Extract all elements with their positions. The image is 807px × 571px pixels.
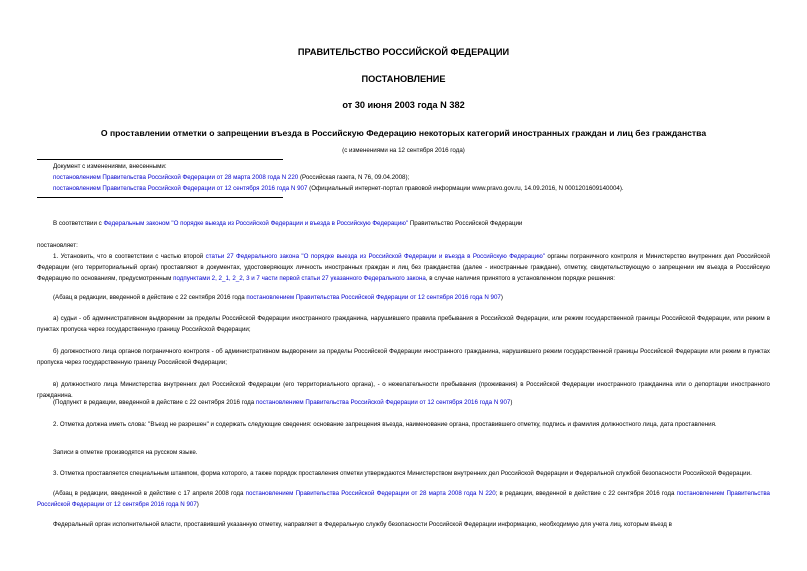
revision-note-paragraph: (Подпункт в редакции, введенной в действие с 22 сентября 2016 года постановлением Правительства Российской Федерации от 12 сентября 2016 года N 907) bbox=[53, 399, 513, 406]
article-27-link[interactable]: статьи 27 Федерального закона "О порядке выезда из Российской Федерации и въезда в Российскую Федерацию" bbox=[205, 253, 546, 260]
subparagraphs-link[interactable]: подпунктами 2, 2_1, 2_2, 3 и 7 части первой статьи 27 указанного Федерального закона bbox=[173, 275, 426, 282]
subitem-v-paragraph: в) должностного лица Министерства внутренних дел Российской Федерации (его территориального органа), - о нежелательности пребывания (проживания) в Российской Федерации иностранного гражданина или о депортации иностранного гражданина. bbox=[37, 381, 770, 399]
document-title: О проставлении отметки о запрещении въезда в Российскую Федерацию некоторых категорий иностранных граждан и лиц без гражданства bbox=[100, 128, 707, 138]
document-type-heading: ПОСТАНОВЛЕНИЕ bbox=[361, 74, 446, 84]
subitem-a-paragraph: а) судьи - об административном выдворении за пределы Российской Федерации иностранного гражданина, нарушившего правила пребывания в Российской Федерации, или режим государственной границы Российской Федерации, или режим в пунктах пропуска через государственную границу Российской Федерации; bbox=[37, 315, 770, 333]
amendment-item: постановлением Правительства Российской Федерации от 28 марта 2008 года N 220 (Российская газета, N 76, 09.04.2008); bbox=[53, 174, 410, 181]
amendment-link-2008[interactable]: постановлением Правительства Российской Федерации от 28 марта 2008 года N 220 bbox=[245, 490, 496, 497]
amendment-link-2016[interactable]: постановлением Правительства Российской Федерации от 12 сентября 2016 года N 907 bbox=[255, 399, 511, 406]
item-3-paragraph: 3. Отметка проставляется специальным штампом, форма которого, а также порядок проставления отметки утверждаются Министерством внутренних дел Российской Федерации и Федеральной службой безопасности Российской Федерации. bbox=[53, 470, 752, 477]
revision-note-paragraph: (Абзац в редакции, введенной в действие с 22 сентября 2016 года постановлением Правительства Российской Федерации от 12 сентября 2016 года N 907) bbox=[53, 294, 503, 301]
amendments-intro: Документ с изменениями, внесенными: bbox=[53, 163, 167, 170]
federal-law-link[interactable]: Федеральным законом "О порядке выезда из Российской Федерации и въезда в Российскую Федерацию" bbox=[103, 220, 409, 227]
amendment-link-2008[interactable]: постановлением Правительства Российской Федерации от 28 марта 2008 года N 220 bbox=[53, 174, 299, 181]
amendment-item: постановлением Правительства Российской Федерации от 12 сентября 2016 года N 907 (Официальный интернет-портал правовой информации www.pravo.gov.ru, 14.09.2016, N 0001201609140004). bbox=[53, 185, 624, 192]
revision-note: (с изменениями на 12 сентября 2016 года) bbox=[342, 147, 465, 154]
amendment-link-2016[interactable]: постановлением Правительства Российской Федерации от 12 сентября 2016 года N 907 bbox=[246, 294, 501, 301]
amendments-bottom-rule bbox=[37, 197, 283, 198]
government-heading: ПРАВИТЕЛЬСТВО РОССИЙСКОЙ ФЕДЕРАЦИИ bbox=[297, 47, 510, 57]
document-date-number: от 30 июня 2003 года N 382 bbox=[342, 100, 465, 110]
russian-language-paragraph: Записи в отметке производятся на русском языке. bbox=[53, 449, 198, 456]
amendments-top-rule bbox=[37, 159, 283, 160]
amendment-link-2016[interactable]: постановлением Правительства Российской Федерации от 12 сентября 2016 года N 907 bbox=[37, 490, 770, 508]
federal-body-paragraph: Федеральный орган исполнительной власти, проставивший указанную отметку, направляет в Федеральную службу безопасности Российской Федерации информацию, необходимую для учета лиц, которым въезд в bbox=[53, 521, 672, 528]
preamble-paragraph: В соответствии с Федеральным законом "О порядке выезда из Российской Федерации и въезда в Российскую Федерацию" Правительство Российской Федерации bbox=[53, 220, 523, 227]
subitem-b-paragraph: б) должностного лица органов пограничного контроля - об административном выдворении за пределы Российской Федерации иностранного гражданина, нарушившего режим государственной границы Российской Федерации или режим в пунктах пропуска через государственную границу Российской Федерации; bbox=[37, 348, 770, 366]
item-2-paragraph: 2. Отметка должна иметь слова: "Въезд не разрешен" и содержать следующие сведения: основание запрещения въезда, наименование органа, проставившего отметку, подпись и фамилия должностного лица, дата проставления. bbox=[53, 421, 717, 428]
amendment-link-2016[interactable]: постановлением Правительства Российской Федерации от 12 сентября 2016 года N 907 bbox=[53, 185, 308, 192]
revision-note-paragraph: (Абзац в редакции, введенной в действие с 17 апреля 2008 года постановлением Правительства Российской Федерации от 28 марта 2008 года N 220; в редакции, введенной в действие с 22 сентября 2016 года постановлением Правительства Российской Федерации от 12 сентября 2016 года N 907) bbox=[37, 490, 770, 508]
resolves-paragraph: постановляет: bbox=[37, 242, 78, 249]
item-1-paragraph: 1. Установить, что в соответствии с частью второй статьи 27 Федерального закона "О порядке выезда из Российской Федерации и въезда в Российскую Федерацию" органы пограничного контроля и Министерство внутренних дел Российской Федерации (его территориальный орган) проставляют в документах, удостоверяющих личность иностранных граждан и лиц без гражданства (далее - иностранные граждане), отметку, свидетельствующую о запрещении им въезда в Российскую Федерацию по основаниям, предусмотренным подпунктами 2, 2_1, 2_2, 3 и 7 части первой статьи 27 указанного Федерального закона, в случае наличия принятого в установленном порядке решения: bbox=[37, 253, 770, 282]
